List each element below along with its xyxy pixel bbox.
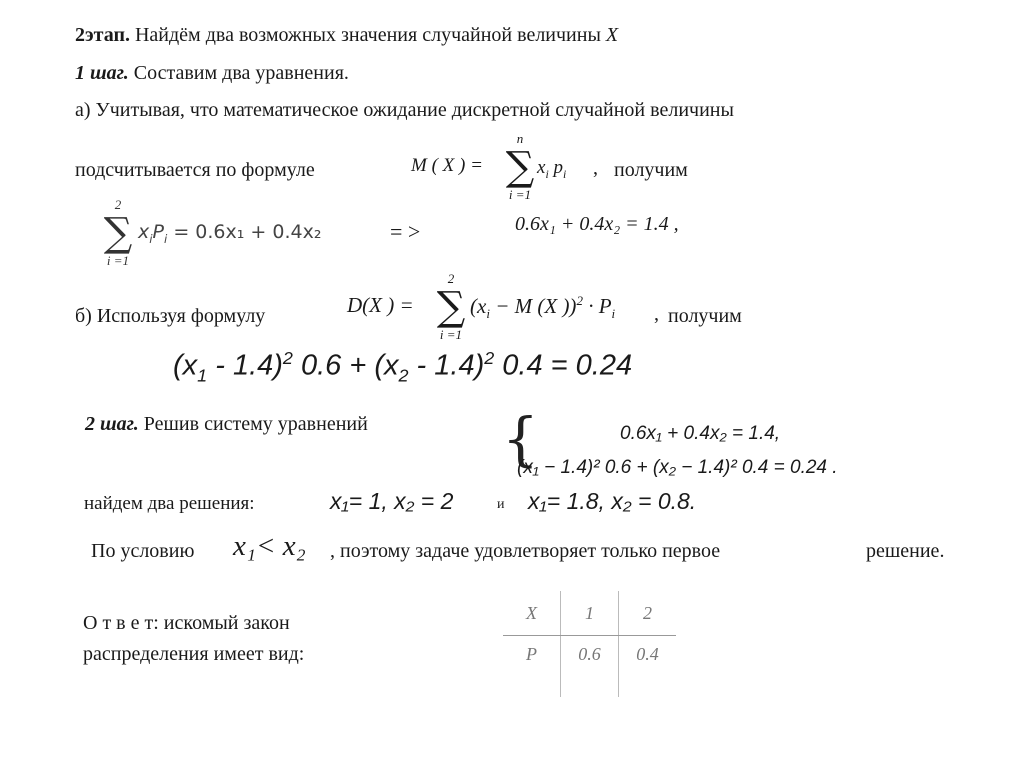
mean-sum-bottom: i =1 xyxy=(508,187,532,202)
table-cell: 0.6 xyxy=(561,636,619,698)
condition-ineq: x₁< x₂ xyxy=(233,530,306,562)
implies-arrow: = > xyxy=(390,219,421,244)
part-b-text: б) Используя формулу xyxy=(75,305,266,327)
sum2-bottom: i =1 xyxy=(106,253,130,268)
mean-sum-term xyxy=(537,157,566,182)
mean-sum-top: n xyxy=(516,131,524,146)
step2-heading xyxy=(85,413,368,436)
solution-1: x₁= 1, x₂ = 2 xyxy=(330,488,454,514)
step2-text: Решив систему уравнений xyxy=(143,413,368,435)
stage-var: X xyxy=(605,24,619,46)
mean-sum xyxy=(500,131,540,201)
condition-text3: решение. xyxy=(866,540,945,562)
variance-sum-top: 2 xyxy=(447,271,455,286)
rhs-tail: · P xyxy=(582,294,612,318)
part-a-line2: подсчитывается по формуле xyxy=(75,159,315,181)
ve-e1: 2 xyxy=(282,348,293,368)
ve-p3: 0.6 + (x xyxy=(292,349,399,382)
variance-then: получим xyxy=(668,305,742,327)
part-a-line1: а) Учитывая, что математическое ожидание дискретной случайной величины xyxy=(75,99,734,121)
term-p-sub: i xyxy=(562,167,567,181)
stage-text: Найдём два возможных значения случайной величины xyxy=(134,24,601,46)
ve-s1: 1 xyxy=(197,365,208,386)
variance-rhs xyxy=(470,293,615,322)
and-text: и xyxy=(497,497,505,512)
step2-label: 2 шаг. xyxy=(85,413,139,435)
variance-comma: , xyxy=(654,303,659,325)
ve-p1: (x xyxy=(173,349,198,382)
mean-equation: 0.6x₁ + 0.4x₂ = 1.4 , xyxy=(515,213,679,235)
ve-e2: 2 xyxy=(484,348,495,368)
found-text: найдем два решения: xyxy=(84,493,255,514)
step1-label: 1 шаг. xyxy=(75,62,129,84)
mean-then: получим xyxy=(614,159,688,181)
stage-heading xyxy=(75,24,618,47)
step1-heading xyxy=(75,62,349,85)
distribution-table xyxy=(503,591,676,697)
sum2-top: 2 xyxy=(114,197,122,212)
table-cell: 1 xyxy=(561,591,619,636)
system-line2: (x₁ − 1.4)² 0.6 + (x₂ − 1.4)² 0.4 = 0.24 . xyxy=(517,457,838,478)
step1-text: Составим два уравнения. xyxy=(133,62,349,84)
variance-lhs: D(X ) = xyxy=(347,293,414,317)
mean-formula-lhs: M ( X ) = xyxy=(411,155,483,176)
rhs-sub: i xyxy=(486,306,490,322)
mean-comma: , xyxy=(593,157,598,179)
rhs-tail-sub: i xyxy=(611,306,616,322)
sigma-icon: ∑ xyxy=(103,210,133,256)
ve-p5: 0.4 = 0.24 xyxy=(494,349,633,382)
sum2-x-sub: i xyxy=(149,231,153,246)
condition-text2: , поэтому задаче удовлетворяет только первое xyxy=(330,540,721,562)
table-row-header xyxy=(503,591,676,636)
variance-sum xyxy=(432,271,470,343)
sigma-icon: ∑ xyxy=(436,284,466,330)
ve-p4: - 1.4) xyxy=(408,349,485,382)
term-x-sub: i xyxy=(545,167,549,181)
sum2-p-sub: i xyxy=(164,231,168,246)
system-line1: 0.6x₁ + 0.4x₂ = 1.4, xyxy=(620,423,781,444)
rhs-open: (x xyxy=(470,294,487,318)
variance-sum-bottom: i =1 xyxy=(439,327,463,342)
sum2 xyxy=(98,197,138,272)
variance-equation xyxy=(173,348,632,386)
sigma-icon: ∑ xyxy=(505,144,535,190)
term-x: x xyxy=(537,157,546,178)
rhs-mid: − M (X )) xyxy=(489,294,577,318)
table-row-prob xyxy=(503,636,676,698)
answer-line1: О т в е т: искомый закон xyxy=(83,612,290,634)
solution-2: x₁= 1.8, x₂ = 0.8. xyxy=(528,488,697,514)
stage-label: 2этап. xyxy=(75,24,130,46)
sum2-expr xyxy=(138,221,321,246)
rhs-pow: 2 xyxy=(576,293,583,308)
sum2-x: x xyxy=(138,221,150,243)
ve-s2: 2 xyxy=(398,365,409,386)
condition-text1: По условию xyxy=(91,540,195,562)
sum2-rhs: = 0.6x₁ + 0.4x₂ xyxy=(173,221,322,243)
table-cell: 0.4 xyxy=(636,644,659,664)
term-p: p xyxy=(548,157,563,178)
table-cell: X xyxy=(503,591,561,636)
system-brace-icon: { xyxy=(502,405,539,473)
ve-p2: - 1.4) xyxy=(207,349,283,382)
sum2-p: P xyxy=(152,221,164,243)
answer-line2: распределения имеет вид: xyxy=(83,643,305,665)
table-cell: P xyxy=(503,636,561,698)
table-cell: 2 xyxy=(619,591,677,636)
